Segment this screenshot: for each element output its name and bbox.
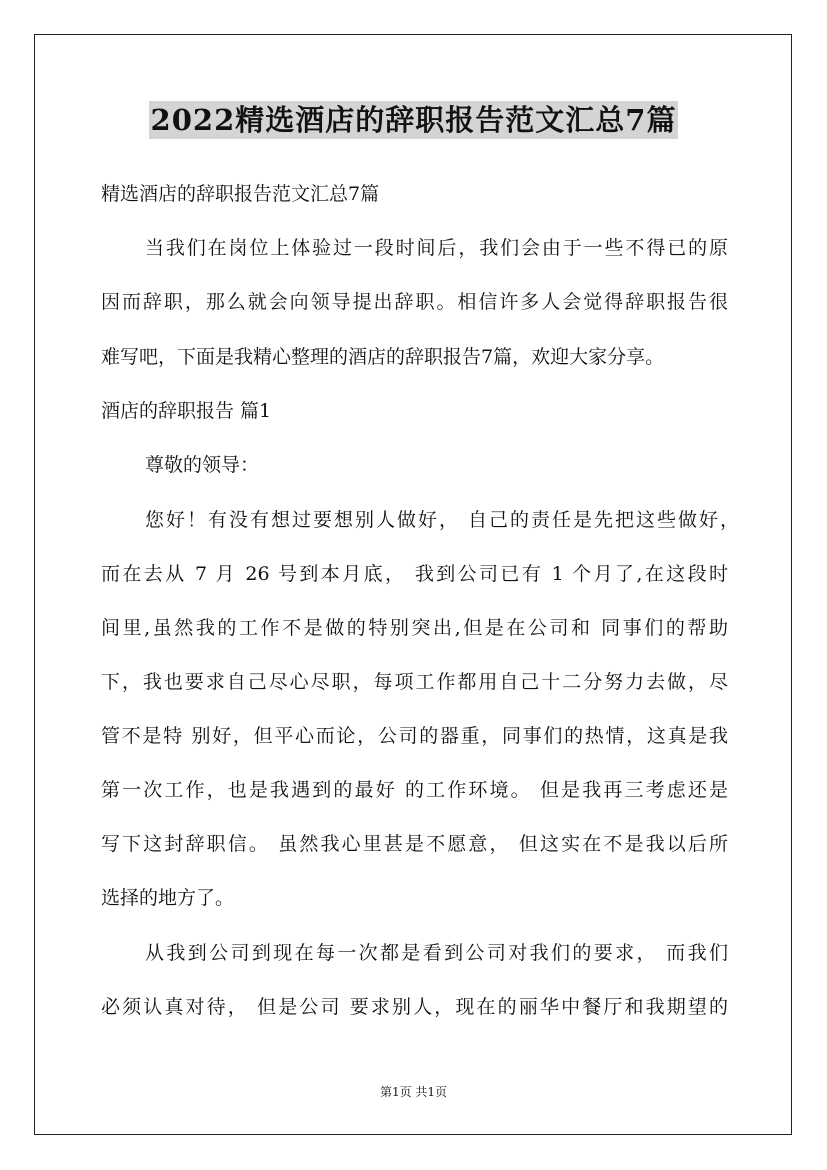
salutation: 尊敬的领导： xyxy=(145,454,260,476)
page-footer: 第1页 共1页 xyxy=(379,1085,448,1099)
intro-line: 难写吧，下面是我精心整理的酒店的辞职报告7篇，欢迎大家分享。 xyxy=(101,346,665,368)
paragraph-line: 从我到公司到现在每一次都是看到公司对我们的要求， 而我们 xyxy=(145,942,728,964)
intro-line: 因而辞职，那么就会向领导提出辞职。相信许多人会觉得辞职报告很 xyxy=(101,291,728,313)
intro-line: 当我们在岗位上体验过一段时间后，我们会由于一些不得已的原 xyxy=(145,237,728,259)
paragraph-line: 下，我也要求自己尽心尽职，每项工作都用自己十二分努力去做，尽 xyxy=(101,671,728,693)
paragraph-line: 写下这封辞职信。 虽然我心里甚是不愿意， 但这实在不是我以后所 xyxy=(101,833,728,855)
document-subtitle: 精选酒店的辞职报告范文汇总7篇 xyxy=(101,183,380,205)
document-title: 2022精选酒店的辞职报告范文汇总7篇 xyxy=(150,103,677,137)
paragraph-line: 您好！有没有想过要想别人做好， 自己的责任是先把这些做好， xyxy=(145,509,739,531)
paragraph-line: 必须认真对待， 但是公司 要求别人，现在的丽华中餐厅和我期望的 xyxy=(101,996,728,1018)
paragraph-line: 间里,虽然我的工作不是做的特别突出,但是在公司和 同事们的帮助 xyxy=(101,617,728,639)
paragraph-line: 而在去从 7 月 26 号到本月底， 我到公司已有 1 个月了,在这段时 xyxy=(101,563,728,585)
paragraph-line: 选择的地方了。 xyxy=(101,887,235,909)
paragraph-line: 第一次工作，也是我遇到的最好 的工作环境。 但是我再三考虑还是 xyxy=(101,779,728,801)
document-title-wrap xyxy=(0,98,827,142)
paragraph-line: 管不是特 别好，但平心而论，公司的器重，同事们的热情，这真是我 xyxy=(101,725,728,747)
section-heading: 酒店的辞职报告 篇1 xyxy=(101,400,272,422)
